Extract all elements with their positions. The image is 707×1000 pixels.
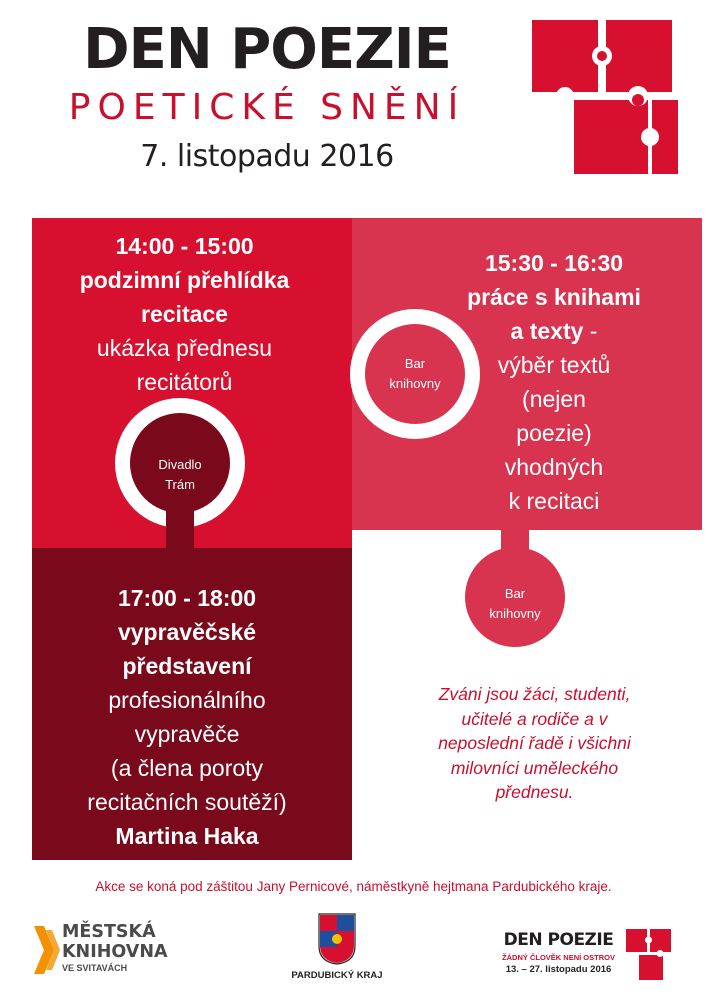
invite-line: učitelé a rodiče a v [461, 708, 608, 729]
library-logo [32, 922, 222, 988]
venue-bar2-line1: Bar [504, 586, 526, 601]
venue-bar1-line1: Bar [404, 356, 426, 371]
venue-divadlo-line2: Trám [165, 477, 195, 492]
block1-desc-line2: recitátorů [136, 369, 233, 395]
block1-title-line1: podzimní přehlídka [79, 267, 290, 293]
venue-bar1-line2: knihovny [389, 376, 441, 391]
invitation-text [382, 682, 687, 805]
block3-desc-line: (a člena poroty [110, 755, 264, 781]
invite-line: neposlední řadě i všichni [438, 733, 631, 753]
block2-desc-line: výběr textů [497, 352, 611, 378]
block1-time: 14:00 - 15:00 [115, 233, 254, 259]
library-subtitle: VE SVITAVÁCH [62, 963, 128, 973]
block3-time: 17:00 - 18:00 [117, 585, 257, 611]
block2-desc-line: (nejen [522, 386, 586, 412]
block3-desc-line: profesionálního [108, 687, 266, 713]
invite-line: milovníci uměleckého [450, 757, 619, 778]
invite-line: Zváni jsou žáci, studenti, [438, 684, 631, 704]
venue-divadlo-line1: Divadlo [158, 457, 202, 472]
block3-person: Martina Haka [115, 823, 259, 849]
mini-puzzle-icon [625, 928, 673, 982]
block2-title-suffix: - [583, 318, 598, 344]
poster-title: DEN POEZIE [83, 17, 451, 82]
program-block-1 [32, 229, 337, 399]
block2-desc-line: poezie) [516, 420, 592, 446]
venue-label-bar2 [470, 584, 560, 624]
block2-time: 15:30 - 16:30 [484, 250, 624, 276]
venue-label-divadlo [135, 455, 225, 495]
library-name-line1: MĚSTSKÁ [62, 922, 156, 942]
block3-title-line2: představení [122, 653, 252, 679]
block2-title-line2-wrap [404, 314, 704, 348]
block3-desc-line: recitačních soutěží) [87, 789, 287, 815]
venue-bar2-line2: knihovny [489, 606, 541, 621]
poster-subtitle: POETICKÉ SNĚNÍ [68, 87, 466, 128]
program-block-3 [32, 581, 342, 853]
coat-of-arms-icon [317, 912, 357, 966]
library-name-line2: KNIHOVNA [62, 942, 168, 962]
puzzle-neck-pink [501, 528, 529, 558]
block2-desc-line: vhodných [504, 454, 604, 480]
block2-desc-line: k recitaci [508, 488, 600, 514]
puzzle-neck-dark [166, 502, 194, 552]
mini-logo-date: 13. – 27. listopadu 2016 [505, 964, 612, 975]
event-date: 7. listopadu 2016 [140, 139, 394, 174]
mini-logo-title: DEN POEZIE [503, 930, 614, 950]
venue-label-bar1 [370, 354, 460, 394]
patronage-note: Akce se koná pod záštitou Jany Pernicové, náměstkyně hejtmana Pardubického kraje. [95, 879, 612, 894]
mini-logo-subtitle: ŽÁDNÝ ČLOVĚK NENÍ OSTROV [502, 953, 615, 962]
block1-title-line2: recitace [141, 301, 228, 327]
region-name: PARDUBICKÝ KRAJ [291, 970, 383, 981]
block1-desc-line1: ukázka přednesu [96, 335, 273, 361]
invite-line: přednesu. [495, 782, 574, 802]
block3-desc-line: vypravěče [134, 721, 240, 747]
block2-title-line1: práce s knihami [467, 284, 641, 310]
library-stripes-icon [32, 924, 60, 976]
block2-title-line2: a texty [510, 318, 584, 344]
block3-title-line1: vypravěčské [117, 619, 257, 645]
